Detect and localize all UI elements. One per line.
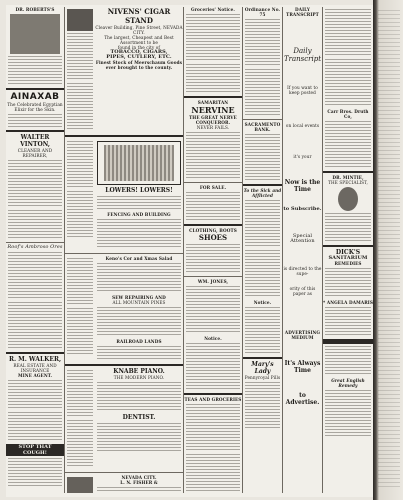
col6-text-7	[325, 346, 371, 376]
for-sale-title: FOR SALE.	[199, 185, 227, 190]
wm-jones-text	[186, 286, 240, 334]
line-keep-posted: If you want to keep posted	[287, 85, 318, 95]
col4-text-1	[245, 19, 280, 67]
wm-jones-sub: Notice.	[204, 336, 222, 341]
cigar-line-6: Finest Stock of Meerschaum Goods	[95, 60, 183, 65]
engraving-illustration	[67, 477, 93, 493]
portrait-illustration	[10, 14, 60, 54]
col1-ad3-text	[8, 380, 62, 410]
line-local-events: on local events	[285, 123, 320, 128]
cigar-line-5: PIPES, CUTLERY, ETC.	[106, 54, 172, 60]
col1-body-text-3	[8, 252, 62, 300]
newspaper-page	[6, 5, 374, 497]
col2-left-text-8	[67, 420, 93, 468]
daily-transcript-title: Daily Transcript	[283, 47, 322, 63]
col1-ad1-sub: The Celebrated Egyptian Elixir for the Skin.	[7, 102, 63, 112]
cigar-stand-title: NIVENS' CIGAR STAND	[107, 7, 171, 25]
col3-text-3	[186, 343, 240, 391]
english-remedy: Great English Remedy	[331, 378, 365, 388]
col6-text-3	[325, 121, 371, 169]
sew-repair-title: SEW REPAIRING AND	[112, 295, 166, 300]
samaritan-title: SAMARITAN	[197, 100, 229, 105]
col4-text-2	[245, 69, 280, 117]
col1-body-text-4	[8, 302, 62, 350]
advertising-medium: ADVERTISING MEDIUM	[284, 330, 321, 340]
col1-section-title: Roof's Ambroso Ores	[7, 244, 63, 250]
col4-text-6	[245, 307, 280, 355]
nervine-sub: THE GREAT NERVE CONQUEROR.	[189, 115, 237, 125]
for-sale-text	[186, 192, 240, 222]
special-attention: Special Attention	[290, 233, 315, 244]
now-is-the-time: Now is the Time	[284, 179, 321, 193]
col2-left-text-7	[67, 370, 93, 418]
railroad-lands: RAILROAD LANDS	[116, 339, 162, 344]
col6-text-1	[325, 9, 371, 57]
keno-ad: Keno's Cor and Xmas Salad	[105, 256, 173, 261]
col3-text-1	[186, 14, 240, 62]
sick-afflicted: To the Sick and Afflicted	[243, 188, 282, 198]
dr-mintie-title: DR. MINTIE,	[332, 175, 364, 180]
col3-head: Groceries' Notice.	[191, 7, 235, 12]
column-1	[6, 7, 65, 493]
nervine-text	[186, 132, 240, 180]
col1-ad2-text	[8, 160, 62, 208]
col2-left-text-5	[67, 258, 93, 306]
col1-ad1-text	[8, 114, 62, 128]
railroad-text	[97, 346, 181, 360]
remedies-title: REMEDIES	[334, 261, 362, 266]
col3-text-4	[186, 404, 240, 452]
col3-text-2	[186, 64, 240, 94]
col1-head: DR. ROBERTS'S	[15, 7, 55, 12]
col2-left-text-6	[67, 308, 93, 356]
col1-ad3-line: MINE AGENT.	[17, 373, 53, 378]
col6-text-6	[325, 307, 371, 337]
sew-repair-text	[97, 307, 181, 337]
knabe-title: KNABE PIANO.	[113, 368, 165, 375]
column-4	[243, 7, 283, 493]
col1-body-text	[8, 56, 62, 86]
lowers-title: LOWERS! LOWERS!	[105, 187, 173, 194]
marys-lady-title: Mary's Lady	[251, 361, 274, 375]
nevada-city-title: NEVADA CITY.	[121, 475, 157, 480]
pennyroyal-sub: Pennyroyal Pills	[244, 375, 281, 380]
col6-text-2	[325, 59, 371, 107]
teas-title: TEAS AND GROCERIES	[184, 397, 242, 402]
col4-notice: Notice.	[253, 300, 272, 305]
col2-left-subcol	[65, 7, 95, 133]
nervine-title: NERVINE	[191, 105, 235, 115]
sacramento-bank: SACRAMENTO BANK.	[244, 122, 281, 132]
doctor-portrait	[338, 187, 358, 211]
fisher-line: L. N. FISHER &	[120, 480, 158, 485]
cigar-line-1: Cleaver Building, Pine Street, NEVADA CITY.	[95, 25, 183, 35]
col4-text-4	[245, 200, 280, 248]
patterned-ad-box	[97, 141, 181, 185]
cigar-line-4: TOBACCO, CIGARS,	[110, 49, 168, 55]
col2-left-text-4	[67, 191, 93, 239]
clothing-title: CLOTHING, BOOTS	[189, 228, 237, 233]
cigar-line-7: ever brought to the county.	[105, 65, 173, 70]
always-time: It's Always Time	[284, 360, 321, 374]
col4-text-7	[245, 382, 280, 430]
col1-ad2-title: WALTER VINTON,	[20, 134, 50, 148]
col1-ad2-sub: CLEANER AND REPAIRER,	[17, 148, 53, 158]
col4-text-5	[245, 250, 280, 298]
col2-left-text-3	[67, 141, 93, 189]
lowers-text	[97, 196, 181, 210]
dicks-title: DICK'S	[335, 249, 361, 256]
col3-text-5	[186, 454, 240, 493]
col6-text-5	[325, 268, 371, 298]
col1-ad4-text	[8, 458, 62, 488]
fisher-text	[97, 487, 181, 493]
sew-repair-sub: ALL MOUNTAIN PINES	[112, 300, 166, 305]
job-line-2: ority of this paper as	[289, 286, 316, 296]
col1-body-text-2	[8, 210, 62, 240]
col1-ad3-sub: REAL ESTATE AND INSURANCE	[13, 363, 57, 373]
job-line-1: is directed to the supe-	[283, 266, 322, 276]
dentist-title: DENTIST.	[122, 414, 156, 421]
next-page-strip	[378, 10, 400, 490]
col6-text-8	[325, 390, 371, 438]
lowers-text-2	[97, 219, 181, 249]
col2-cigar-ad	[95, 7, 183, 133]
column-2	[65, 7, 184, 493]
lowers-sub: FENCING AND BUILDING	[107, 212, 171, 217]
col4-head: Ordinance No. 75	[244, 7, 281, 17]
col1-body-text-5	[8, 412, 62, 442]
clothing-text	[186, 244, 240, 274]
cigar-line-3: found in the city of	[117, 45, 161, 50]
col4-text-3	[245, 134, 280, 182]
col6-dark-ad	[323, 339, 373, 344]
shoes-title: SHOES	[198, 233, 228, 242]
knabe-sub: THE MODERN PIANO.	[113, 375, 165, 380]
to-advertise: to Advertise.	[285, 392, 320, 406]
nervine-line: NEVER FAILS.	[196, 125, 230, 130]
wm-jones-title: WM. JONES,	[197, 279, 229, 284]
column-5	[283, 7, 323, 493]
col1-ad4: STOP THAT COUGH!	[6, 444, 64, 456]
dr-mintie-sub: THE SPECIALIST,	[328, 180, 368, 185]
angela-line: * ANGELA DAMARIS	[323, 300, 373, 305]
cigar-line-2: The largest, Cheapest and Best Assortment to be	[104, 35, 174, 45]
dentist-text	[97, 423, 181, 453]
to-subscribe: to Subscribe.	[283, 206, 322, 212]
column-3	[184, 7, 243, 493]
column-6	[323, 7, 373, 493]
hands-illustration	[67, 9, 93, 31]
col1-ad1-title: AINAXAB	[10, 92, 60, 102]
line-your: it's your	[293, 154, 312, 159]
col1-ad3-title: R. M. WALKER,	[8, 356, 62, 363]
col5-head: DAILY TRANSCRIPT	[286, 7, 319, 17]
sanitarium-title: SANITARIUM	[328, 255, 368, 261]
col2-left-text	[67, 33, 93, 81]
col6-text-4	[325, 213, 371, 243]
keno-text	[97, 263, 181, 293]
carr-bros: Carr Bros. Druth Co,	[327, 109, 369, 119]
col2-left-text-2	[67, 83, 93, 131]
knabe-text	[97, 382, 181, 412]
